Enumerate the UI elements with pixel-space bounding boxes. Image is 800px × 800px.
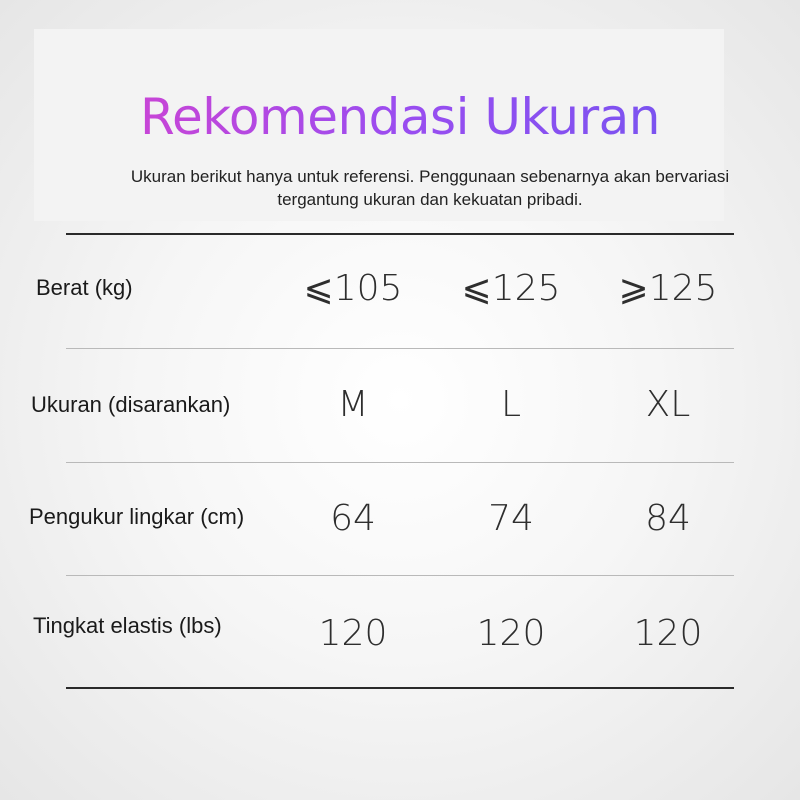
subtitle [40,165,800,211]
row-label-girth: Pengukur lingkar (cm) [29,504,245,529]
row-divider [66,348,734,349]
table-top-border [66,233,734,235]
row-label-size: Ukuran (disarankan) [31,392,231,417]
cell-size-l: L [500,384,522,425]
cell-size-xl: XL [645,384,691,425]
table-bottom-border [66,687,734,689]
cell-elasticity-l: 120 [476,613,546,654]
row-divider [66,462,734,463]
cell-girth-xl: 84 [645,498,691,539]
cell-elasticity-xl: 120 [633,613,703,654]
subtitle-line-1: Ukuran berikut hanya untuk referensi. Penggunaan sebenarnya akan bervariasi [130,167,730,186]
row-divider [66,575,734,576]
row-label-weight: Berat (kg) [36,275,133,300]
page-title: Rekomendasi Ukuran [0,82,800,152]
subtitle-line-2: tergantung ukuran dan kekuatan pribadi. [277,190,583,209]
cell-girth-l: 74 [488,498,534,539]
cell-elasticity-m: 120 [318,613,388,654]
cell-size-m: M [337,384,369,425]
cell-weight-xl: ⩾125 [618,268,718,309]
row-label-elasticity: Tingkat elastis (lbs) [33,613,222,638]
cell-weight-m: ⩽105 [303,268,403,309]
cell-girth-m: 64 [330,498,376,539]
cell-weight-l: ⩽125 [461,268,561,309]
